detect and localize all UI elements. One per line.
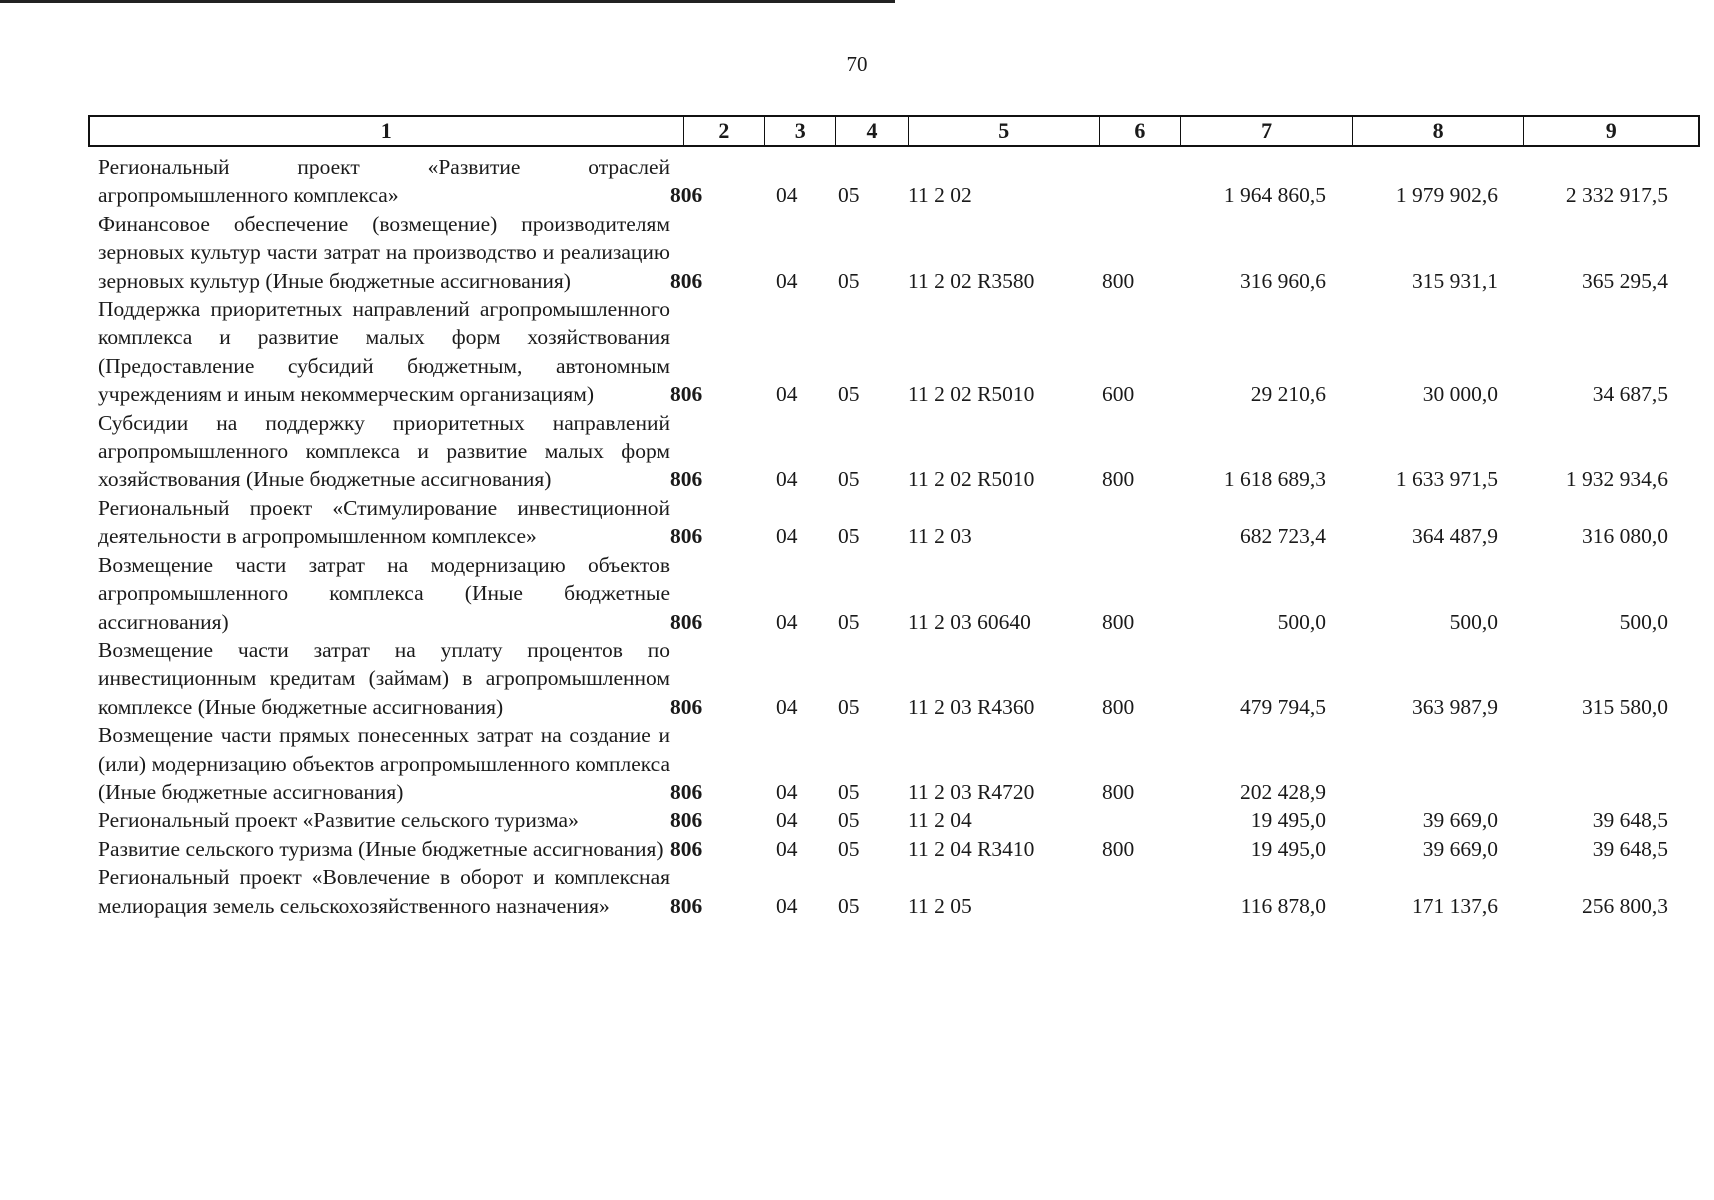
header-col-6: 6 [1100,117,1182,145]
table-row [98,494,1698,551]
table-row [98,806,1698,834]
row-target-article: 11 2 02 R3580 [908,268,1035,293]
row-subsection: 05 [838,836,860,861]
row-target-article: 11 2 03 R4720 [908,779,1035,804]
row-amount-3: 39 648,5 [1592,808,1668,833]
row-amount-1: 479 794,5 [1240,694,1326,719]
row-description: Региональный проект «Развитие отраслей агропромышленного комплекса» [98,155,670,208]
row-expense-type: 800 [1102,836,1135,861]
row-amount-1: 19 495,0 [1250,836,1326,861]
row-subsection: 05 [838,382,860,407]
row-amount-1: 316 960,6 [1240,268,1326,293]
row-description: Возмещение части затрат на модернизацию объектов агропромышленного комплекса (Иные бюджетные ассигнования) [98,552,670,634]
row-grbs: 806 [670,183,703,208]
row-amount-3: 34 687,5 [1592,382,1668,407]
table-row [98,636,1698,721]
row-amount-1: 116 878,0 [1240,893,1326,918]
row-amount-2: 363 987,9 [1412,694,1498,719]
row-description: Возмещение части затрат на уплату процентов по инвестиционным кредитам (займам) в агропромышленном комплексе (Иные бюджетные ассигнования) [98,637,670,719]
table-row [98,721,1698,806]
row-section: 04 [776,836,798,861]
row-expense-type: 800 [1102,609,1135,634]
row-grbs: 806 [670,893,703,918]
row-amount-3: 316 080,0 [1582,524,1668,549]
row-target-article: 11 2 04 [908,808,972,833]
row-target-article: 11 2 02 R5010 [908,467,1035,492]
row-target-article: 11 2 03 R4360 [908,694,1035,719]
row-amount-3: 256 800,3 [1582,893,1668,918]
row-amount-1: 202 428,9 [1240,779,1326,804]
header-col-5: 5 [909,117,1100,145]
table-row [98,409,1698,494]
row-subsection: 05 [838,694,860,719]
row-expense-type: 800 [1102,779,1135,804]
row-target-article: 11 2 03 60640 [908,609,1031,634]
row-subsection: 05 [838,524,860,549]
row-target-article: 11 2 05 [908,893,972,918]
row-subsection: 05 [838,808,860,833]
row-amount-3: 315 580,0 [1582,694,1668,719]
row-target-article: 11 2 02 R5010 [908,382,1035,407]
row-grbs: 806 [670,808,703,833]
row-section: 04 [776,382,798,407]
row-section: 04 [776,524,798,549]
row-grbs: 806 [670,382,703,407]
table-row [98,835,1698,863]
row-amount-3: 1 932 934,6 [1565,467,1668,492]
row-section: 04 [776,779,798,804]
row-grbs: 806 [670,467,703,492]
row-grbs: 806 [670,694,703,719]
row-grbs: 806 [670,836,703,861]
row-grbs: 806 [670,609,703,634]
table-row [98,153,1698,210]
row-description: Субсидии на поддержку приоритетных направлений агропромышленного комплекса и развитие малых форм хозяйствования (Иные бюджетные ассигнования) [98,410,670,492]
row-target-article: 11 2 04 R3410 [908,836,1035,861]
row-grbs: 806 [670,524,703,549]
row-section: 04 [776,694,798,719]
row-expense-type: 800 [1102,268,1135,293]
header-col-7: 7 [1181,117,1353,145]
row-amount-2: 171 137,6 [1412,893,1498,918]
header-col-1: 1 [90,117,684,145]
row-subsection: 05 [838,268,860,293]
header-col-9: 9 [1605,118,1617,143]
row-description: Региональный проект «Развитие сельского туризма» [98,808,579,833]
row-amount-1: 19 495,0 [1250,808,1326,833]
table-row [98,295,1698,409]
table-body [98,153,1698,920]
row-amount-3: 39 648,5 [1592,836,1668,861]
row-amount-1: 29 210,6 [1250,382,1326,407]
row-amount-2: 39 669,0 [1422,808,1498,833]
row-expense-type: 800 [1102,467,1135,492]
row-expense-type: 800 [1102,694,1135,719]
row-description: Развитие сельского туризма (Иные бюджетные ассигнования) [98,836,664,861]
top-rule [0,0,895,3]
row-description: Поддержка приоритетных направлений агропромышленного комплекса и развитие малых форм хозяйствования (Предоставление субсидий бюджетным, автономным учреждениям и иным некоммерческим организациям) [98,297,670,407]
row-amount-3: 2 332 917,5 [1565,183,1668,208]
row-description: Региональный проект «Вовлечение в оборот и комплексная мелиорация земель сельскохозяйственного назначения» [98,865,670,918]
row-amount-1: 1 618 689,3 [1223,467,1326,492]
row-target-article: 11 2 03 [908,524,972,549]
row-description: Региональный проект «Стимулирование инвестиционной деятельности в агропромышленном комплексе» [98,495,670,549]
row-amount-1: 1 964 860,5 [1223,183,1326,208]
table-row [98,551,1698,636]
row-amount-1: 500,0 [1277,609,1326,634]
row-subsection: 05 [838,609,860,634]
row-amount-3: 365 295,4 [1582,268,1668,293]
row-section: 04 [776,609,798,634]
row-subsection: 05 [838,183,860,208]
row-grbs: 806 [670,779,703,804]
row-amount-3: 500,0 [1619,609,1668,634]
row-description: Финансовое обеспечение (возмещение) производителям зерновых культур части затрат на производство и реализацию зерновых культур (Иные бюджетные ассигнования) [98,211,670,293]
row-subsection: 05 [838,467,860,492]
row-section: 04 [776,183,798,208]
header-col-4: 4 [836,117,909,145]
row-amount-1: 682 723,4 [1240,524,1326,549]
table-header [88,115,1700,147]
row-grbs: 806 [670,268,703,293]
row-subsection: 05 [838,779,860,804]
table-row [98,210,1698,295]
table-row [98,863,1698,920]
row-section: 04 [776,808,798,833]
row-description: Возмещение части прямых понесенных затрат на создание и (или) модернизацию объектов агропромышленного комплекса (Иные бюджетные ассигнования) [98,723,670,804]
row-section: 04 [776,268,798,293]
row-amount-2: 1 979 902,6 [1395,183,1498,208]
row-section: 04 [776,467,798,492]
page-number: 70 [846,52,868,76]
row-section: 04 [776,893,798,918]
row-amount-2: 39 669,0 [1422,836,1498,861]
row-amount-2: 1 633 971,5 [1395,467,1498,492]
header-col-3: 3 [765,117,836,145]
row-expense-type: 600 [1102,382,1135,407]
header-col-8: 8 [1353,117,1525,145]
row-target-article: 11 2 02 [908,183,972,208]
row-amount-2: 30 000,0 [1422,382,1498,407]
row-amount-2: 364 487,9 [1412,524,1498,549]
row-amount-2: 500,0 [1449,609,1498,634]
header-col-2: 2 [684,117,766,145]
row-subsection: 05 [838,893,860,918]
row-amount-2: 315 931,1 [1412,268,1498,293]
